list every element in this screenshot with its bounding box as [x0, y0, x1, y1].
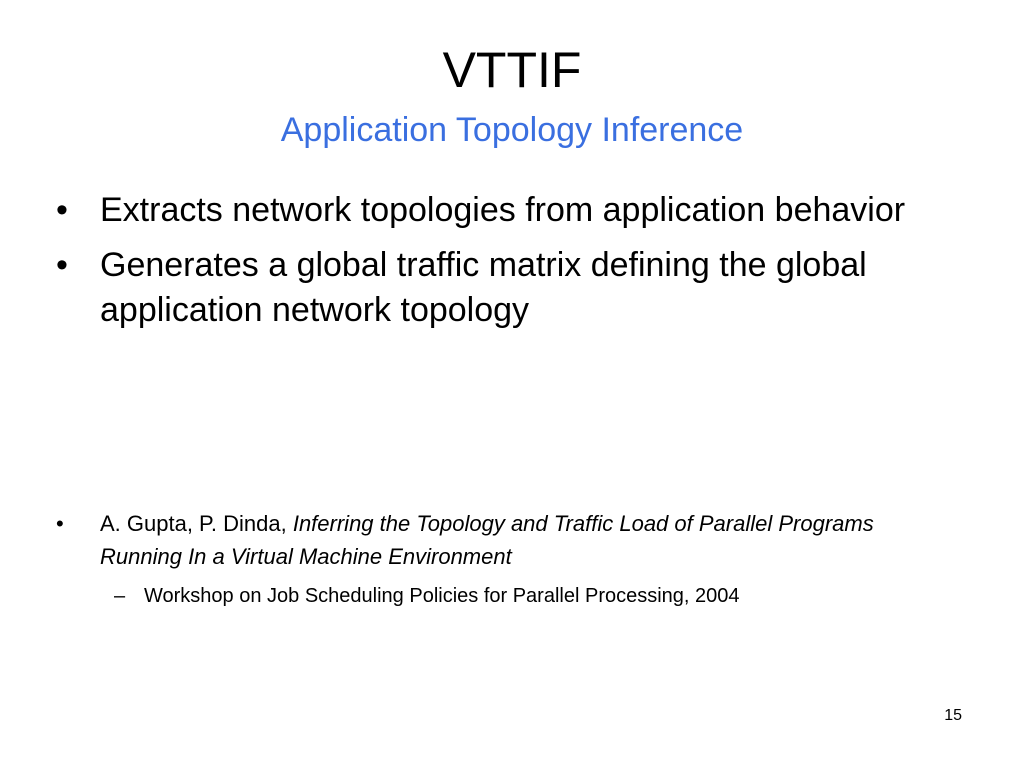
slide-title: VTTIF	[442, 42, 582, 98]
bullet-icon: •	[56, 511, 64, 536]
reference-block	[56, 507, 956, 611]
reference-venue: Workshop on Job Scheduling Policies for Parallel Processing, 2004	[144, 585, 740, 607]
reference-paper-title: Inferring the Topology and Traffic Load of Parallel Programs Running In a Virtual Machine Environment	[100, 511, 874, 569]
bullet-text: Extracts network topologies from application behavior	[100, 191, 906, 229]
bullet-list	[56, 188, 936, 343]
reference-authors: A. Gupta, P. Dinda,	[100, 511, 293, 536]
bullet-item	[56, 188, 936, 233]
page-number: 15	[944, 707, 962, 724]
bullet-icon: •	[56, 191, 68, 229]
bullet-text: Generates a global traffic matrix defining the global application network topology	[100, 246, 867, 329]
dash-icon: –	[114, 585, 126, 607]
reference-item	[56, 507, 956, 573]
slide-subtitle: Application Topology Inference	[280, 111, 744, 149]
bullet-icon: •	[56, 246, 68, 284]
reference-venue-item	[56, 581, 956, 611]
bullet-item	[56, 243, 936, 333]
